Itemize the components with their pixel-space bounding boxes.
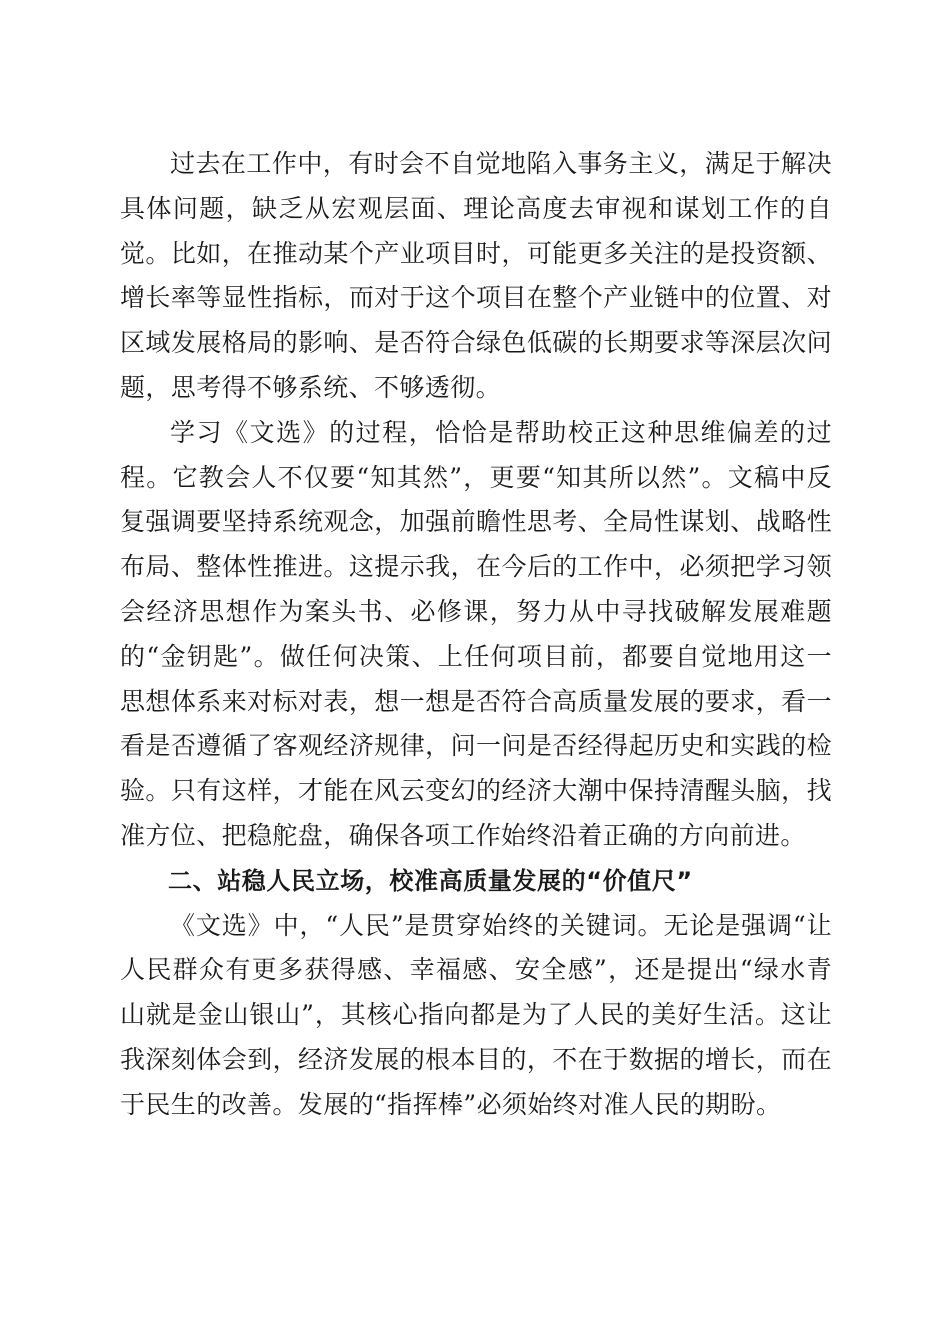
document-body (120, 142, 832, 1128)
paragraph-study-wenxuan: 学习《文选》的过程，恰恰是帮助校正这种思维偏差的过程。它教会人不仅要“知其然”，更要“知其所以然”。文稿中反复强调要坚持系统观念，加强前瞻性思考、全局性谋划、战略性布局、整体性推进。这提示我，在今后的工作中，必须把学习领会经济思想作为案头书、必修课，努力从中寻找破解发展难题的“金钥匙”。做任何决策、上任何项目前，都要自觉地用这一思想体系来对标对表，想一想是否符合高质量发展的要求，看一看是否遵循了客观经济规律，问一问是否经得起历史和实践的检验。只有这样，才能在风云变幻的经济大潮中保持清醒头脑，找准方位、把稳舵盘，确保各项工作始终沿着正确的方向前进。 (120, 417, 832, 850)
paragraph-past-work: 过去在工作中，有时会不自觉地陷入事务主义，满足于解决具体问题，缺乏从宏观层面、理论高度去审视和谋划工作的自觉。比如，在推动某个产业项目时，可能更多关注的是投资额、增长率等显性指标，而对于这个项目在整个产业链中的位置、对区域发展格局的影响、是否符合绿色低碳的长期要求等深层次问题，思考得不够系统、不够透彻。 (120, 149, 832, 402)
section-heading-people-stance: 二、站稳人民立场，校准高质量发展的“价值尺” (168, 866, 693, 895)
paragraph-people-keyword: 《文选》中，“人民”是贯穿始终的关键词。无论是强调“让人民群众有更多获得感、幸福感、安全感”，还是提出“绿水青山就是金山银山”，其核心指向都是为了人民的美好生活。这让我深刻体会到，经济发展的根本目的，不在于数据的增长，而在于民生的改善。发展的“指挥棒”必须始终对准人民的期盼。 (120, 910, 832, 1119)
